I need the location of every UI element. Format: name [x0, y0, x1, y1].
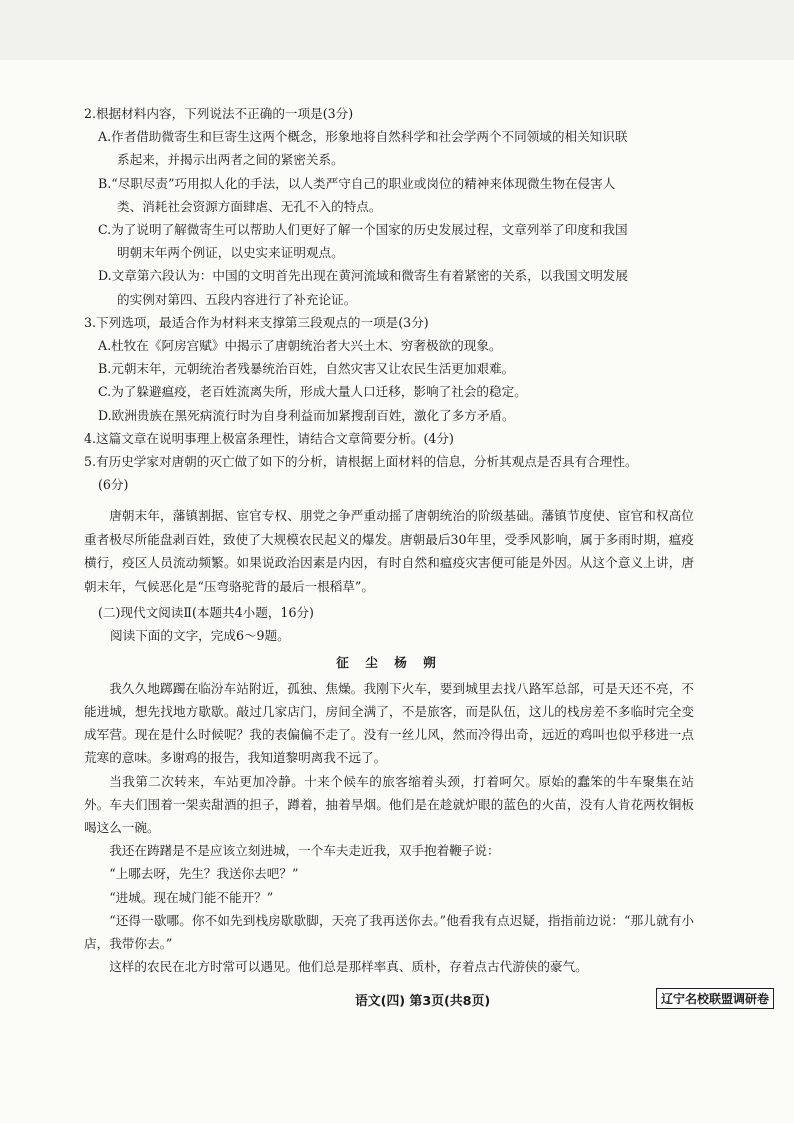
q2-option-a: A.作者借助微寄生和巨寄生这两个概念，形象地将自然科学和社会学两个不同领域的相关知识联 — [98, 129, 628, 145]
brand-badge: 辽宁名校联盟调研卷 — [656, 988, 774, 1009]
page-footer — [0, 990, 794, 1014]
q3-option-c: C.为了躲避瘟疫，老百姓流离失所，形成大量人口迁移，影响了社会的稳定。 — [98, 384, 527, 400]
passage-paragraph: 我久久地踯躅在临汾车站附近，孤独、焦燥。我刚下火车，要到城里去找八路军总部，可是天还不亮，不能进城，想先找地方歇歇。敲过几家店门，房间全满了，不是旅客，而是队伍，这儿的栈房差不多临时完全变成军营。现在是什么时候呢？我的表偏偏不走了。没有一丝儿风，然而冷得出奇，远近的鸡叫也似乎移进一点荒寒的意味。多谢鸡的报告，我知道黎明离我不远了。 — [84, 680, 694, 766]
q2-option-a-cont: 系起来，并揭示出两者之间的紧密关系。 — [117, 152, 344, 168]
q2-option-b-cont: 类、消耗社会资源方面肆虐、无孔不入的特点。 — [117, 198, 382, 214]
q5-points: (6分) — [98, 477, 129, 493]
q2-option-c: C.为了说明了解微寄生可以帮助人们更好了解一个国家的历史发展过程，文章列举了印度和我国 — [98, 222, 628, 238]
q5-stem: 5.有历史学家对唐朝的灭亡做了如下的分析，请根据上面材料的信息，分析其观点是否具有合理性。 — [84, 454, 638, 470]
q3-option-d: D.欧洲贵族在黑死病流行时为自身利益而加紧搜刮百姓，激化了多方矛盾。 — [98, 407, 515, 423]
q4-stem: 4.这篇文章在说明事理上极富条理性，请结合文章简要分析。(4分) — [84, 430, 454, 446]
q3-option-a: A.杜牧在《阿房宫赋》中揭示了唐朝统治者大兴土木、穷奢极欲的现象。 — [98, 338, 502, 354]
passage-paragraph: 当我第二次转来，车站更加冷静。十来个候车的旅客缩着头颈，打着呵欠。原始的蠢笨的牛车聚集在站外。车夫们围着一架卖甜酒的担子，蹲着，抽着旱烟。他们是在趁就炉眼的蓝色的火苗，没有人肯花两枚铜板喝这么一碗。 — [84, 773, 694, 835]
main-column — [84, 102, 694, 978]
passage-paragraph: 我还在踌躇是不是应该立刻进城，一个车夫走近我，双手抱着鞭子说： — [109, 843, 500, 859]
q2-option-b: B.“尽职尽责”巧用拟人化的手法，以人类严守自己的职业或岗位的精神来体现微生物在侵害人 — [98, 175, 616, 191]
q3-option-b: B.元朝末年，元朝统治者残暴统治百姓，自然灾害又让农民生活更加艰难。 — [98, 361, 515, 377]
q5-quote: 唐朝末年，藩镇割据、宦官专权、朋党之争严重动摇了唐朝统治的阶级基础。藩镇节度使、宦官和权高位重者极尽所能盘剥百姓，致使了大规模农民起义的爆发。唐朝最后30年里，受季风影响，属于多雨时期，瘟疫横行，疫区人员流动频繁。如果说政治因素是内因，有时自然和瘟疫灾害便可能是外因。从这个意义上讲，唐朝末年，气候恶化是“压弯骆驼背的最后一根稻草”。 — [84, 508, 694, 594]
passage-paragraph: “上哪去呀，先生？我送你去吧？” — [109, 866, 299, 882]
q2-option-c-cont: 明朝末年两个例证，以史实来证明观点。 — [117, 245, 344, 261]
passage-paragraph: “进城。现在城门能不能开？” — [109, 889, 274, 905]
passage-paragraph: “还得一歇哪。你不如先到栈房歇歇脚，天亮了我再送你去。”他看我有点迟疑，指指前边说：“那儿就有小店，我带你去。” — [84, 912, 694, 951]
q2-stem: 2.根据材料内容，下列说法不正确的一项是(3分) — [84, 106, 354, 121]
q2-option-d: D.文章第六段认为：中国的文明首先出现在黄河流域和微寄生有着紧密的关系，以我国文明发展 — [98, 268, 628, 284]
passage-paragraph: 这样的农民在北方时常可以遇见。他们总是那样率真、质朴，存着点古代游侠的豪气。 — [109, 959, 588, 975]
section2-heading: (二)现代文阅读Ⅱ(本题共4小题，16分) — [98, 605, 314, 621]
section2-instruction: 阅读下面的文字，完成6～9题。 — [110, 628, 290, 644]
passage-title: 征 尘 杨 朔 — [336, 655, 442, 671]
q3-stem: 3.下列选项，最适合作为材料来支撑第三段观点的一项是(3分) — [84, 314, 429, 330]
q2-option-d-cont: 的实例对第四、五段内容进行了补充论证。 — [117, 291, 357, 307]
page-number: 语文(四) 第3页(共8页) — [355, 994, 491, 1009]
scan-top-band — [0, 0, 794, 60]
